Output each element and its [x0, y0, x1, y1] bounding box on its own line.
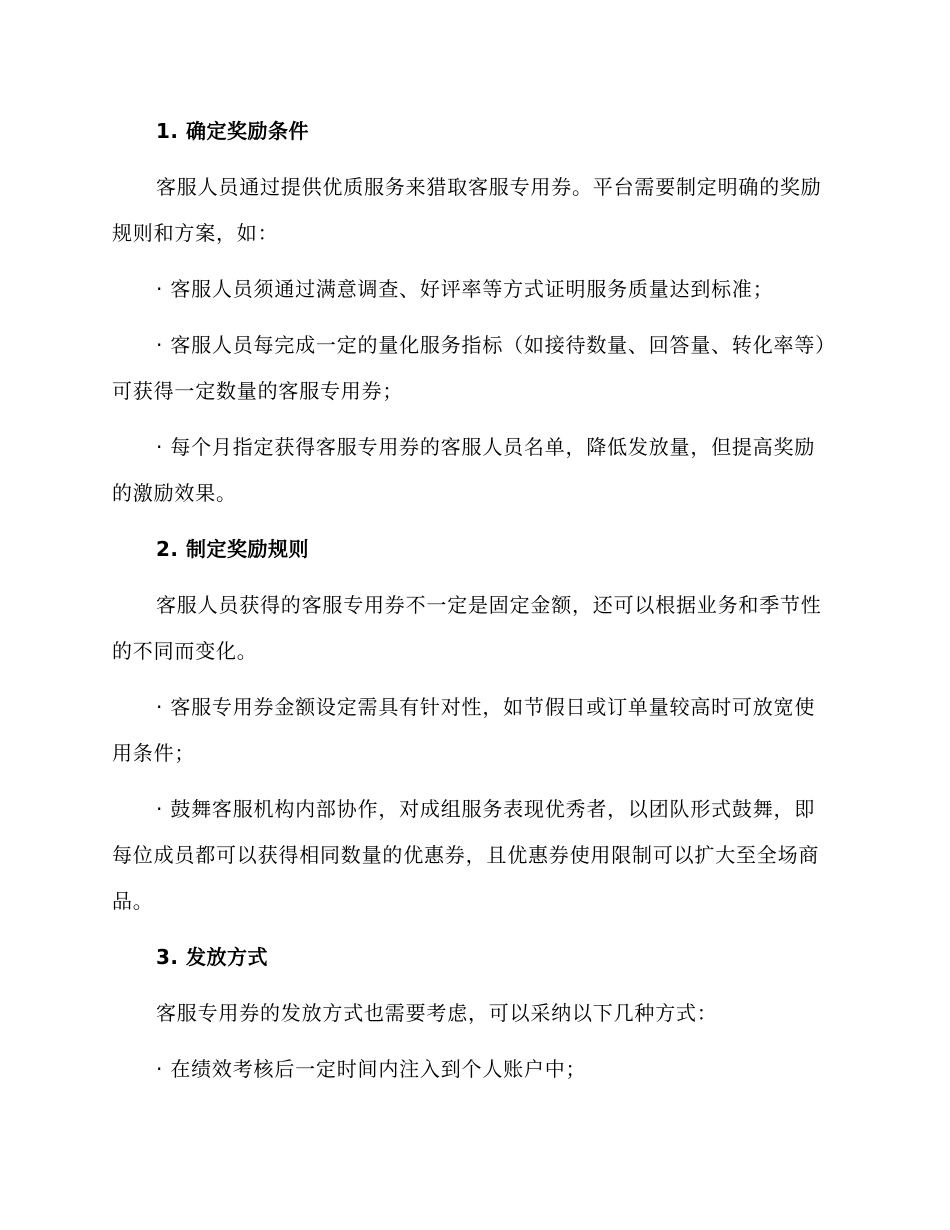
- bullet-item: · 在绩效考核后一定时间内注入到个人账户中；: [156, 1057, 587, 1081]
- paragraph: 客服人员获得的客服专用券不一定是固定金额，还可以根据业务和季节性的不同而变化。: [112, 593, 822, 663]
- section-heading: 2. 制定奖励规则: [156, 537, 309, 561]
- section-2: [112, 526, 830, 924]
- paragraph: 客服人员通过提供优质服务来猎取客服专用券。平台需要制定明确的奖励规则和方案，如：: [112, 175, 822, 245]
- section-3: [112, 934, 830, 1092]
- document-body: [112, 108, 830, 1102]
- bullet-item: · 每个月指定获得客服专用券的客服人员名单，降低发放量，但提高奖励的激励效果。: [112, 435, 816, 505]
- bullet-item: · 客服人员每完成一定的量化服务指标（如接待数量、回答量、转化率等）可获得一定数量的客服专用券；: [112, 333, 826, 403]
- section-heading: 1. 确定奖励条件: [156, 119, 309, 143]
- section-heading: 3. 发放方式: [156, 945, 268, 969]
- bullet-item: · 鼓舞客服机构内部协作，对成组服务表现优秀者，以团队形式鼓舞，即每位成员都可以获得相同数量的优惠券，且优惠券使用限制可以扩大至全场商品。: [112, 797, 820, 913]
- bullet-item: · 客服人员须通过满意调查、好评率等方式证明服务质量达到标准；: [156, 277, 774, 301]
- bullet-item: · 客服专用券金额设定需具有针对性，如节假日或订单量较高时可放宽使用条件；: [112, 695, 816, 765]
- paragraph: 客服专用券的发放方式也需要考虑，可以采纳以下几种方式：: [156, 1001, 718, 1025]
- section-1: [112, 108, 830, 516]
